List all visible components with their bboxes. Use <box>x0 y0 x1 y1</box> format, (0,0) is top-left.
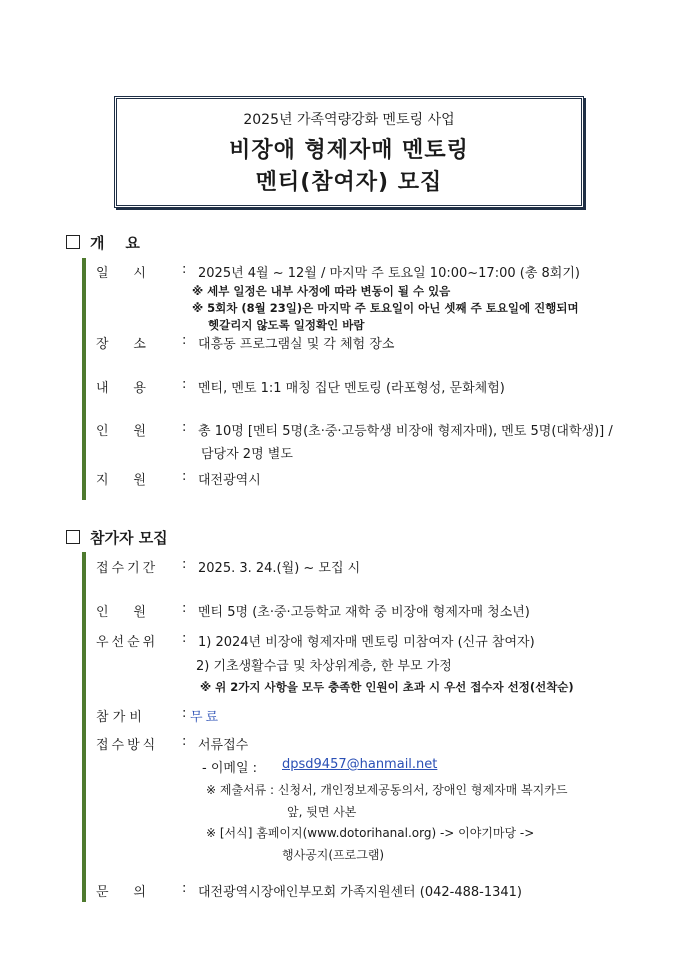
colon: : <box>182 333 187 348</box>
contact-value: 대전광역시장애인부모회 가족지원센터 (042-488-1341) <box>198 885 522 900</box>
form-note-2: 행사공지(프로그램) <box>282 848 385 862</box>
priority-note: ※ 위 2가지 사항을 모두 충족한 인원이 초과 시 우선 접수자 선정(선착순) <box>200 680 574 694</box>
schedule-value: 2025년 4월 ~ 12월 / 마지막 주 토요일 10:00~17:00 (총 8회기) <box>198 266 580 281</box>
page-title: 비장애 형제자매 멘토링 <box>229 138 469 163</box>
recruit-people-value: 멘티 5명 (초·중·고등학교 재학 중 비장애 형제자매 청소년) <box>198 605 530 620</box>
email-link[interactable]: dpsd9457@hanmail.net <box>282 757 438 772</box>
checkbox-icon <box>66 530 80 544</box>
section-divider-bar <box>82 258 86 500</box>
program-name: 2025년 가족역량강화 멘토링 사업 <box>243 112 455 128</box>
colon: : <box>182 469 187 484</box>
colon: : <box>182 734 187 749</box>
period-value: 2025. 3. 24.(월) ~ 모집 시 <box>198 561 361 576</box>
email-label: - 이메일 : <box>202 761 258 776</box>
priority-value-2: 2) 기초생활수급 및 차상위계층, 한 부모 가정 <box>196 659 452 674</box>
schedule-note-1: ※ 세부 일정은 내부 사정에 따라 변동이 될 수 있음 <box>192 284 451 298</box>
fee-value: 무료 <box>190 710 222 725</box>
colon: : <box>182 706 187 721</box>
support-value: 대전광역시 <box>198 473 261 488</box>
colon: : <box>182 881 187 896</box>
method-label: 접수방식 <box>96 738 159 753</box>
place-value: 대흥동 프로그램실 및 각 체험 장소 <box>198 337 395 352</box>
colon: : <box>182 601 187 616</box>
fee-label: 참 가 비 <box>96 710 142 725</box>
colon: : <box>182 631 187 646</box>
docs-note-2: 앞, 뒷면 사본 <box>287 805 357 819</box>
colon: : <box>182 557 187 572</box>
title-box <box>114 96 584 208</box>
contact-label: 문 의 <box>96 885 146 900</box>
content-value: 멘티, 멘토 1:1 매칭 집단 멘토링 (라포형성, 문화체험) <box>198 381 505 396</box>
priority-label: 우선순위 <box>96 635 159 650</box>
docs-note-1: ※ 제출서류 : 신청서, 개인정보제공동의서, 장애인 형제자매 복지카드 <box>206 783 568 797</box>
priority-value-1: 1) 2024년 비장애 형제자매 멘토링 미참여자 (신규 참여자) <box>198 635 535 650</box>
schedule-label: 일 시 <box>96 266 146 281</box>
form-note-1: ※ [서식] 홈페이지(www.dotorihanal.org) -> 이야기마당 -> <box>206 826 535 840</box>
checkbox-icon <box>66 235 80 249</box>
people-label: 인 원 <box>96 424 146 439</box>
schedule-note-2: ※ 5회차 (8월 23일)은 마지막 주 토요일이 아닌 셋째 주 토요일에 진행되며 <box>192 301 579 315</box>
method-value: 서류접수 <box>198 738 249 753</box>
section-divider-bar <box>82 552 86 902</box>
schedule-note-3: 헷갈리지 않도록 일정확인 바람 <box>208 318 365 332</box>
page-subtitle: 멘티(참여자) 모집 <box>255 170 443 195</box>
colon: : <box>182 420 187 435</box>
support-label: 지 원 <box>96 473 146 488</box>
place-label: 장 소 <box>96 337 146 352</box>
period-label: 접수기간 <box>96 561 159 576</box>
section-recruit-heading: 참가자 모집 <box>66 527 168 548</box>
colon: : <box>182 262 187 277</box>
content-label: 내 용 <box>96 381 146 396</box>
people-value-1: 총 10명 [멘티 5명(초·중·고등학생 비장애 형제자매), 멘토 5명(대학생)] / <box>198 424 613 439</box>
colon: : <box>182 377 187 392</box>
recruit-people-label: 인 원 <box>96 605 146 620</box>
section-overview-heading: 개 요 <box>66 232 140 253</box>
people-value-2: 담당자 2명 별도 <box>201 447 293 462</box>
